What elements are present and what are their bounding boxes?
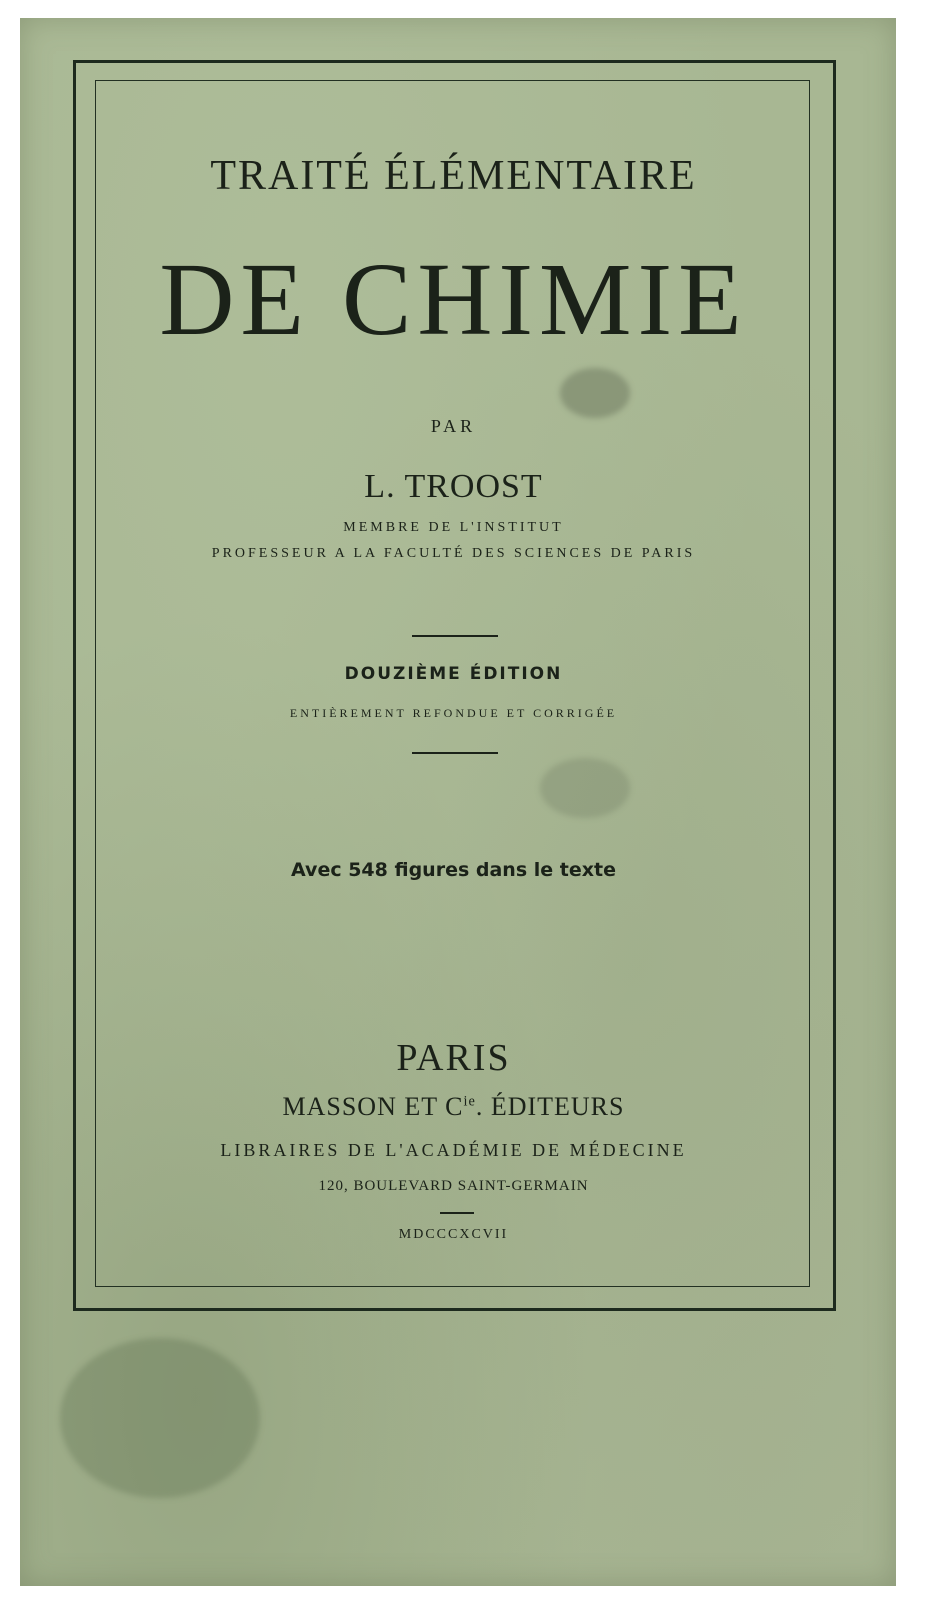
author-title-professor: PROFESSEUR A LA FACULTÉ DES SCIENCES DE PARIS (211, 546, 696, 561)
figures-note: Avec 548 figures dans le texte (291, 859, 616, 881)
publication-year: MDCCCXCVII (398, 1227, 509, 1242)
water-stain (60, 1338, 260, 1498)
publication-city: PARIS (396, 1037, 511, 1079)
publisher-name-part: . ÉDITEURS (475, 1092, 625, 1121)
publisher-address: 120, BOULEVARD SAINT-GERMAIN (318, 1178, 589, 1194)
edition-label: DOUZIÈME ÉDITION (344, 664, 563, 684)
publisher-name (95, 1092, 812, 1122)
publisher-description: LIBRAIRES DE L'ACADÉMIE DE MÉDECINE (220, 1140, 687, 1160)
divider-rule (412, 635, 498, 637)
by-label: PAR (430, 416, 477, 436)
divider-rule (440, 1212, 474, 1214)
divider-rule (412, 752, 498, 754)
title-line-2: DE CHIMIE (159, 242, 748, 357)
author-name: L. TROOST (364, 468, 543, 505)
author-title-member: MEMBRE DE L'INSTITUT (343, 520, 564, 535)
title-line-1: TRAITÉ ÉLÉMENTAIRE (210, 153, 697, 199)
publisher-name-part: MASSON ET C (282, 1092, 464, 1121)
edition-note: ENTIÈREMENT REFONDUE ET CORRIGÉE (289, 706, 618, 720)
publisher-name-superscript: ie (463, 1093, 476, 1110)
